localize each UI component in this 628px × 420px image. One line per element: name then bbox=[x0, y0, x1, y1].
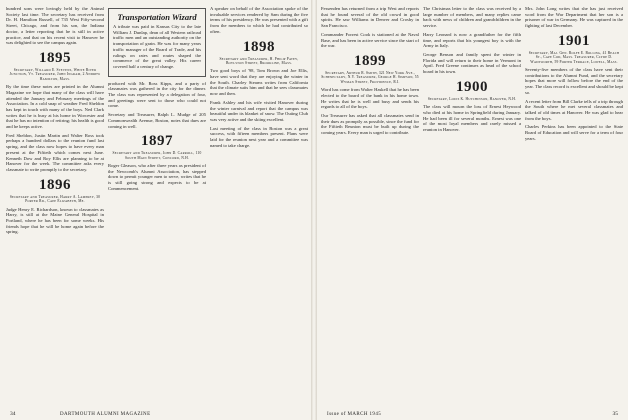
right-page bbox=[317, 0, 628, 420]
class-officers: Secretary, Maj. Gen. Rolfe E. Bolling, 41 Beach St., Cape Cod, Mass. Treasurer, Clyde D. Wadsworth, 59 Porter Terrace, Lowell, Mass. bbox=[528, 50, 620, 64]
paragraph: Seventy-five members of the class have sent their contributions to the Alumni Fund, and the secretary hopes that more will follow before the end of the year. The class record is excellent and should be kept so. bbox=[525, 67, 623, 95]
class-officers: Secretary and Treasurer, Harry A. Lamprey, 30 Porter Rd., Cape Elizabeth, Me. bbox=[9, 194, 101, 204]
left-column-1 bbox=[6, 6, 104, 404]
paragraph: Word has come from Walter Haskell that he has been elected to the board of the bank in his home town. He writes that he is well and busy and sends his regards to all of the boys. bbox=[321, 87, 419, 110]
paragraph: Commander Forrest Cook is stationed at the Naval Base, and has been in active service since the start of the war. bbox=[321, 31, 419, 49]
sidebar-box bbox=[108, 8, 206, 77]
box-text: A tribute was paid in Kansas City to the late William J. Dunlap, dean of all Western railroad traffic men and an outstanding authority on the transportation of grain. He was for many years traffic manager of the Board of Trade, and his rulings on rates and routes shaped the commerce of the great valley. His career covered half a century of change. bbox=[113, 24, 201, 69]
class-officers: Secretary, Louis K. Hutchinson, Hanover, N.H. bbox=[427, 96, 517, 101]
class-year-heading: 1897 bbox=[141, 133, 173, 150]
page-footer: Issue of MARCH 1945 bbox=[327, 412, 382, 417]
class-year-heading: 1895 bbox=[39, 49, 71, 66]
page-footer: DARTMOUTH ALUMNI MAGAZINE bbox=[60, 412, 151, 417]
paragraph: Mrs. John Long writes that she has just received word from the War Department that her son is a prisoner of war in Germany. He was captured in the fighting of last December. bbox=[525, 6, 623, 29]
paragraph: Frank Ashley and his wife visited Hanover during the winter carnival and report that the campus was beautiful under its blanket of snow. The Outing Club was very active and the skiing excellent. bbox=[210, 99, 308, 122]
paragraph: Our Treasurer has asked that all classmates send in their dues as promptly as possible, since the fund for the Fiftieth Reunion must be built up during the coming years. Every man is urged to contribute. bbox=[321, 112, 419, 136]
right-column-3 bbox=[525, 6, 623, 404]
paragraph: Fred Sheldon, Justin Martin and Walter Ross took perhaps a hundred dollars to the reunion fund last spring, and the class now hopes to have every man present at the Fiftieth which comes next June. Kenneth Dow and Roy Ellis are planning to be at Hanover for the week. The committee asks every classmate to write promptly to the secretary. bbox=[6, 132, 104, 172]
page-number: 34 bbox=[10, 411, 16, 417]
class-year-heading: 1900 bbox=[456, 78, 488, 95]
paragraph: Judge Henry E. Richardson, known to classmates as Harry, is still at the Maine General Hospital in Portland, where he has been for some weeks. His friends hope that he will be home again before the spring. bbox=[6, 206, 104, 235]
class-year-heading: 1901 bbox=[558, 32, 590, 49]
paragraph: hundred sons were lovingly held by the Animal Society last time. The secretary has received from Dr. H. Hamilton Russell, of 735 West Fifty-second Street, Chicago, and from his son, the Indiana doctor, a letter reporting that he is still in active practice, and that on his recent visit to Hanover he was delighted to see the campus again. bbox=[6, 6, 104, 46]
class-officers: Secretary, Arthur R. Smith, 321 New York Ave., Schenectady, N.Y. Treasurer, George H. Simpson, 55 Wyman Street, Providence, R.I. bbox=[321, 70, 419, 84]
class-officers: Secretary, Willard E. Stevens, White River Junction, Vt. Treasurer, John Ingram, 2 Andrew Hamilton, Mass. bbox=[9, 67, 101, 81]
class-officers: Secretary and Treasurer, H. Philip Patey, Boylston Street, Brookline, Mass. bbox=[219, 56, 299, 65]
class-year-heading: 1896 bbox=[39, 176, 71, 193]
paragraph: The class will mourn the loss of Ernest Heywood who died at his home in Springfield during January. He had been ill for several months. Ernest was one of the most loyal members and rarely missed a reunion in Hanover. bbox=[423, 104, 521, 132]
left-column-2 bbox=[108, 6, 206, 404]
page-number: 35 bbox=[612, 411, 618, 417]
paragraph: By the time these notes are printed in the Alumni Magazine we hope that many of the class will have attended the January and February meetings of the Association. In a cold snap of weather Fred Sheldon has kept in touch with many of the boys. Ned Clark writes that he is busy at his home in Worcester and that he has no intention of retiring; his health is good and he keeps active. bbox=[6, 84, 104, 130]
right-column-2 bbox=[423, 6, 521, 404]
paragraph: Harry Leonard is now a grandfather for the fifth time, and reports that his youngest boy is with the Army in Italy. bbox=[423, 31, 521, 49]
paragraph: A recent letter from Bill Clarke tells of a trip through the South where he met several classmates and talked of old times at Hanover. He was glad to hear from the boys. bbox=[525, 98, 623, 121]
left-page bbox=[0, 0, 311, 420]
paragraph: Fessenden has returned from a trip West and reports that he found several of the old crowd in good spirits. He saw Williams in Denver and Crosby in San Francisco. bbox=[321, 6, 419, 29]
paragraph: A speaker on behalf of the Association spoke of the invaluable services rendered by Sam during the five terms of his presidency. He was presented with a gift from the members to which he had contributed so often. bbox=[210, 6, 308, 34]
paragraph: George Benson and family spent the winter in Florida and will return to their home in Vermont in April. Fred Greene continues as head of the school board in his town. bbox=[423, 51, 521, 75]
box-title: Transportation Wizard bbox=[117, 12, 197, 22]
right-column-1 bbox=[321, 6, 419, 404]
paragraph: The Christmas letter to the class was received by a large number of members, and many replies came back with news of children and grandchildren in the service. bbox=[423, 6, 521, 29]
paragraph: Secretary and Treasurer, Ralph L. Mudge of 205 Commonwealth Avenue, Boston, notes that dues are coming in well. bbox=[108, 112, 206, 129]
paragraph: Roger Gleason, who after three years as president of the Newcomb's Alumni Association, has stepped down to permit younger men to serve, writes that he is still going strong and expects to be at Commencement. bbox=[108, 163, 206, 191]
class-year-heading: 1899 bbox=[354, 52, 386, 69]
paragraph: Charles Perkins has been appointed to the State Board of Education and will serve for a term of four years. bbox=[525, 124, 623, 141]
class-year-heading: 1898 bbox=[243, 38, 275, 55]
paragraph: Last meeting of the class in Boston was a great success, with fifteen members present. Plans were laid for the reunion next year and a committee was named to take charge. bbox=[210, 125, 308, 148]
left-column-3 bbox=[210, 6, 308, 404]
paragraph: produced with Mr. Ross Kipps, and a party of classmates was gathered in the city for the dinner. The class was represented by a delegation of four, and greetings were sent to those who could not come. bbox=[108, 80, 206, 109]
paragraph: Two good boys of '98, Tom Brown and Joe Ellis, have sent word that they are enjoying the winter in the South. Charley Stearns writes from California that the climate suits him and that he sees classmates now and then. bbox=[210, 68, 308, 97]
class-officers: Secretary and Treasurer, John D. Carroll, 110 South Main Street, Concord, N.H. bbox=[112, 151, 202, 160]
